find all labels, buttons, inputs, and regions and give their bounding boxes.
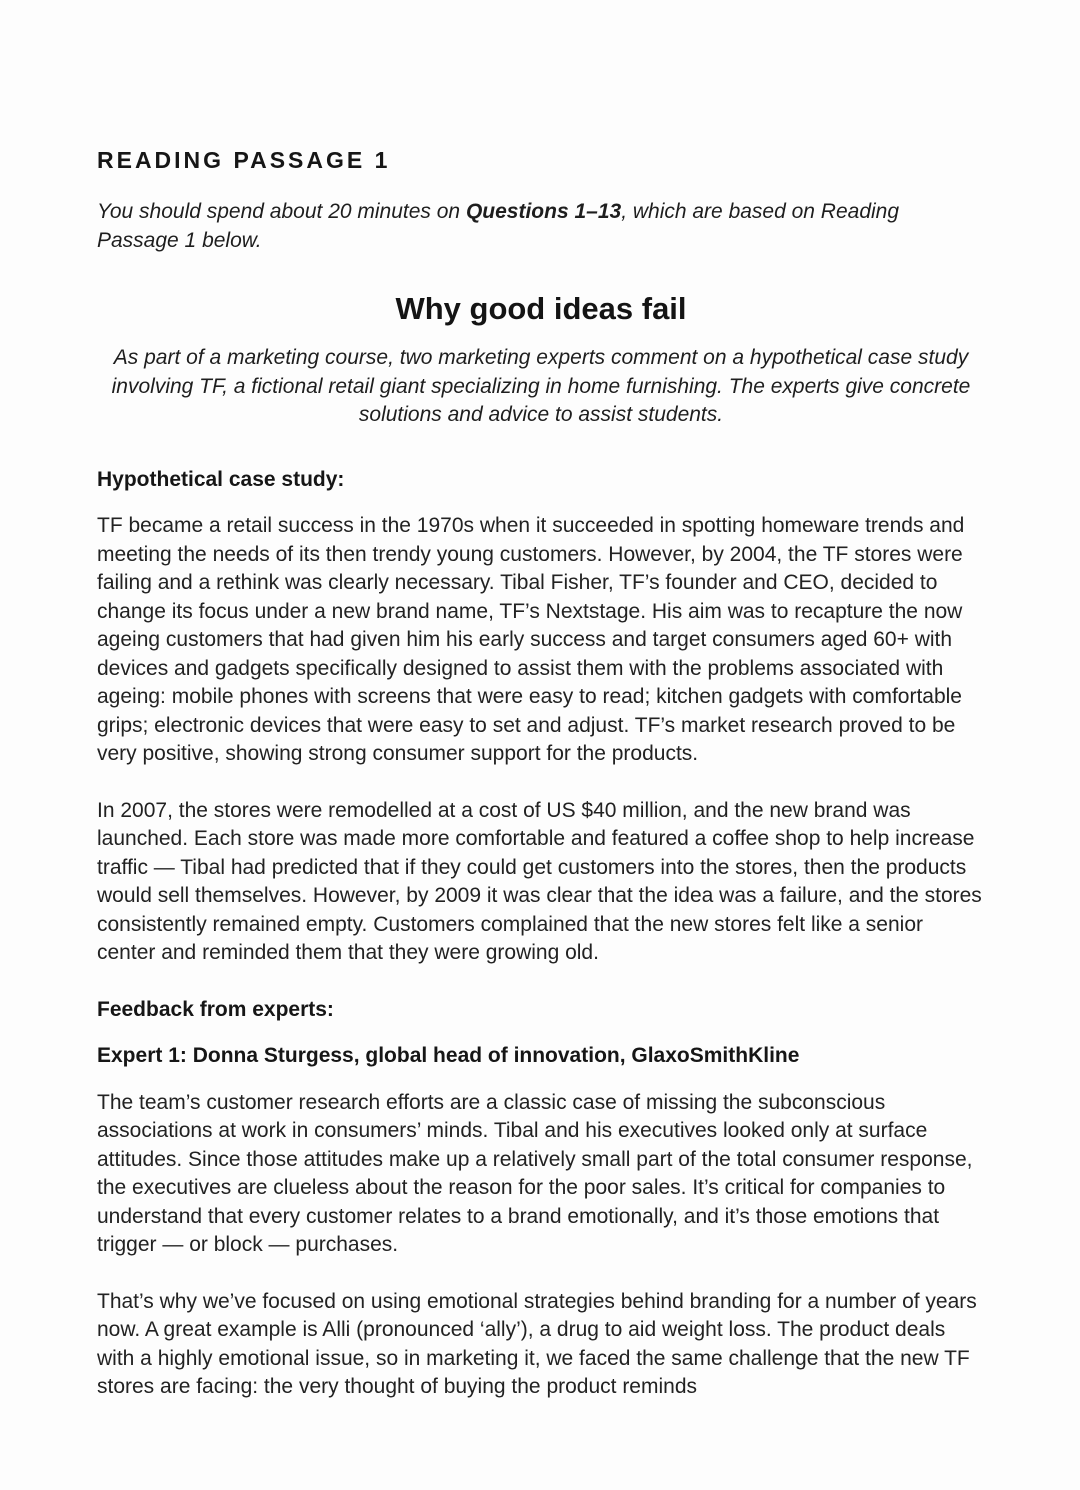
section-heading-feedback: Feedback from experts:	[97, 997, 334, 1021]
case-study-paragraph-1: TF became a retail success in the 1970s when it succeeded in spotting homeware trends and meeting the needs of its then trendy young customers. However, by 2004, the TF stores were failing and a rethink was clearly necessary. Tibal Fisher, TF’s founder and CEO, decided to change its focus under a new brand name, TF’s Nextstage. His aim was to recapture the now ageing customers that had given him his early success and target consumers aged 60+ with devices and gadgets specifically designed to assist them with the problems associated with ageing: mobile phones with screens that were easy to read; kitchen gadgets with comfortable grips; electronic devices that were easy to set and adjust. TF’s market research proved to be very positive, showing strong consumer support for the products.	[97, 514, 965, 765]
instructions-suffix: , which are based on Reading Passage 1 below.	[97, 200, 900, 252]
instructions-questions-range: Questions 1–13	[465, 200, 622, 223]
passage-label: READING PASSAGE 1	[97, 147, 391, 173]
passage-subtitle: As part of a marketing course, two marketing experts comment on a hypothetical case study involving TF, a fictional retail giant specializing in home furnishing. The experts give concrete solutions and advice to assist students.	[111, 346, 971, 426]
section-heading-expert1: Expert 1: Donna Sturgess, global head of innovation, GlaxoSmithKline	[97, 1044, 800, 1067]
case-study-paragraph-2: In 2007, the stores were remodelled at a cost of US $40 million, and the new brand was launched. Each store was made more comfortable and featured a coffee shop to help increase traffic — Tibal had predicted that if they could get customers into the stores, then the products would sell themselves. However, by 2009 it was clear that the idea was a failure, and the stores consistently remained empty. Customers complained that the new stores felt like a senior center and reminded them that they were growing old.	[97, 798, 982, 964]
section-heading-case-study: Hypothetical case study:	[97, 467, 345, 491]
passage-title: Why good ideas fail	[395, 291, 687, 326]
expert1-paragraph-1: The team’s customer research efforts are a classic case of missing the subconscious associations at work in consumers’ minds. Tibal and his executives looked only at surface attitudes. Since those attitudes make up a relatively small part of the total consumer response, the executives are clueless about the reason for the poor sales. It’s critical for companies to understand that every customer relates to a brand emotionally, and it’s those emotions that trigger — or block — purchases.	[97, 1090, 973, 1256]
expert1-paragraph-2: That’s why we’ve focused on using emotional strategies behind branding for a number of years now. A great example is Alli (pronounced ‘ally’), a drug to aid weight loss. The product deals with a highly emotional issue, so in marketing it, we faced the same challenge that the new TF stores are facing: the very thought of buying the product reminds	[97, 1289, 977, 1398]
instructions	[97, 198, 985, 255]
instructions-prefix: You should spend about 20 minutes on	[97, 200, 466, 223]
